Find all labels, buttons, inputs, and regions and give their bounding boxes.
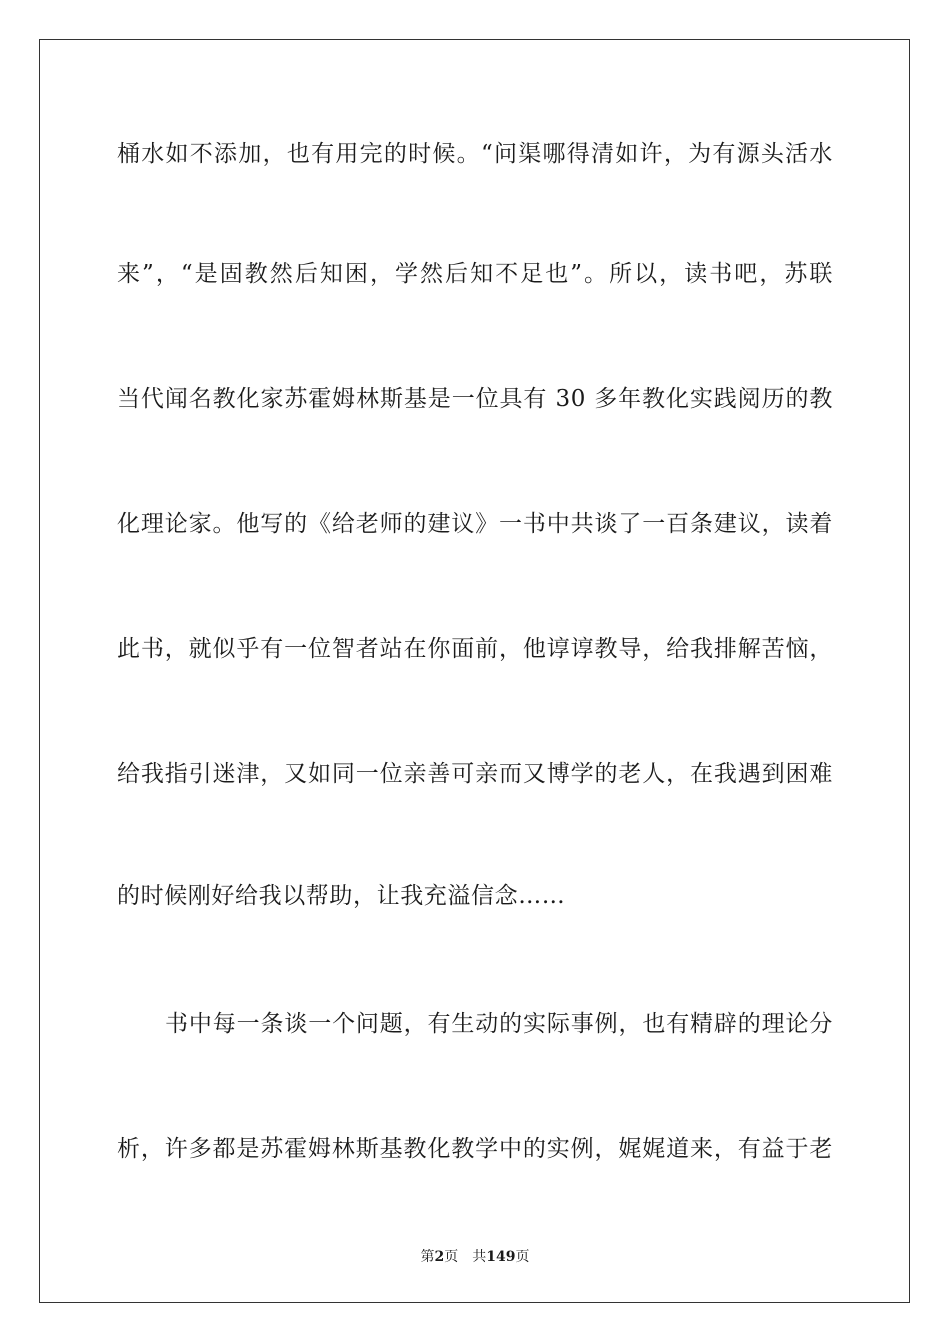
total-suffix: 页	[515, 1249, 530, 1265]
body-text-line: 当代闻名教化家苏霍姆林斯基是一位具有 30 多年教化实践阅历的教	[117, 386, 833, 412]
page-prefix: 第	[420, 1249, 435, 1265]
total-prefix: 共	[472, 1249, 487, 1265]
body-text-line: 化理论家。他写的《给老师的建议》一书中共谈了一百条建议，读着	[117, 511, 833, 537]
body-text-line: 桶水如不添加，也有用完的时候。“问渠哪得清如许，为有源头活水	[117, 141, 833, 167]
body-text-line: 的时候刚好给我以帮助，让我充溢信念……	[117, 883, 566, 909]
body-text-line: 析，许多都是苏霍姆林斯基教化教学中的实例，娓娓道来，有益于老	[117, 1136, 833, 1162]
total-pages: 149	[486, 1249, 516, 1265]
body-text-line: 来”，“是固教然后知困，学然后知不足也”。所以，读书吧，苏联	[117, 261, 833, 287]
body-text-line: 给我指引迷津，又如同一位亲善可亲而又博学的老人，在我遇到困难	[117, 761, 833, 787]
page-suffix: 页	[444, 1249, 459, 1265]
page-footer	[0, 1248, 950, 1266]
page-number: 2	[434, 1249, 445, 1265]
page-frame	[39, 39, 910, 1303]
body-text-line: 此书，就似乎有一位智者站在你面前，他谆谆教导，给我排解苦恼，	[117, 636, 833, 662]
paragraph-first-line: 书中每一条谈一个问题，有生动的实际事例，也有精辟的理论分	[165, 1011, 833, 1037]
